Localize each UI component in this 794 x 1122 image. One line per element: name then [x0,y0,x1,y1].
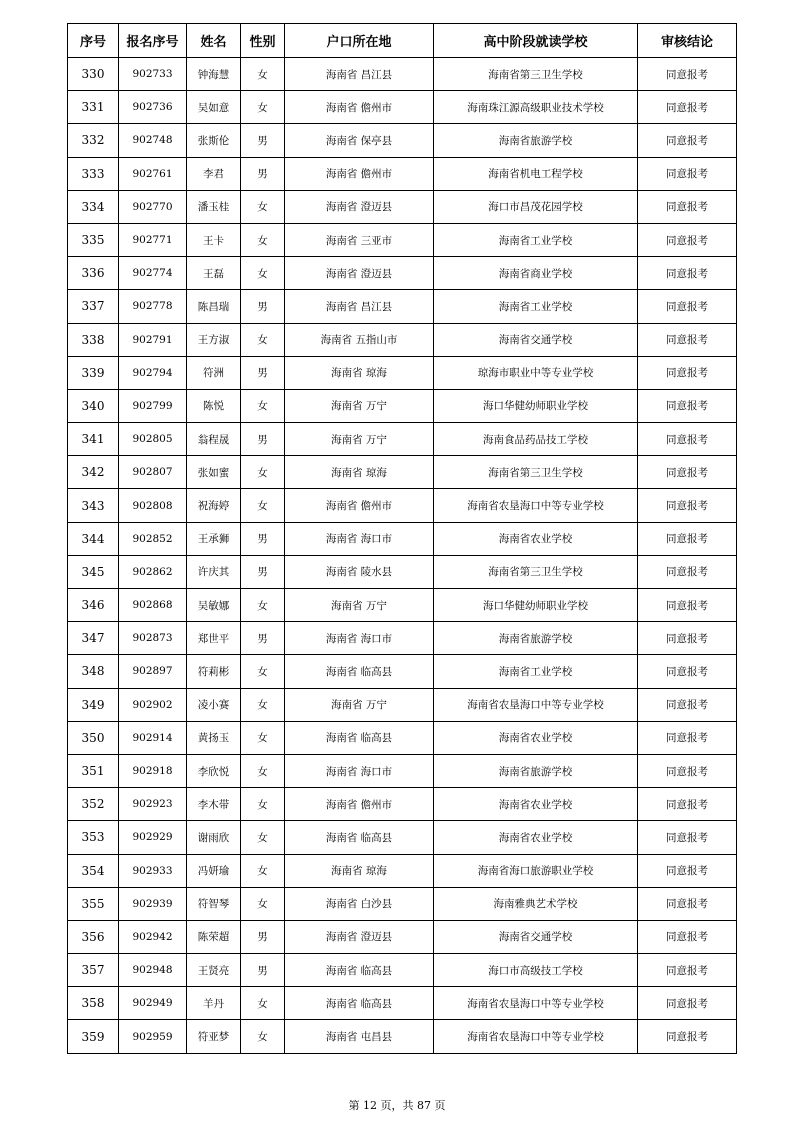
cell-name: 王磊 [187,257,241,290]
cell-name: 吴如意 [187,91,241,124]
cell-household-location: 海南省 琼海 [285,456,434,489]
cell-name: 王承狮 [187,522,241,555]
cell-review-result: 同意报考 [638,920,737,953]
table-row [68,522,737,555]
cell-registration-number: 902862 [119,555,187,588]
cell-name: 符洲 [187,356,241,389]
cell-household-location: 海南省 澄迈县 [285,257,434,290]
cell-index: 348 [68,655,119,688]
cell-name: 潘玉桂 [187,190,241,223]
cell-household-location: 海南省 陵水县 [285,555,434,588]
table-row [68,788,737,821]
cell-review-result: 同意报考 [638,555,737,588]
cell-name: 王卡 [187,223,241,256]
cell-registration-number: 902948 [119,954,187,987]
cell-index: 335 [68,223,119,256]
cell-school: 海口华健幼师职业学校 [434,589,638,622]
table-row [68,157,737,190]
table-row [68,91,737,124]
cell-school: 海南省商业学校 [434,257,638,290]
table-row [68,589,737,622]
cell-name: 符亚梦 [187,1020,241,1053]
cell-name: 翁程晟 [187,423,241,456]
cell-index: 358 [68,987,119,1020]
cell-gender: 男 [241,954,285,987]
cell-gender: 女 [241,1020,285,1053]
cell-index: 332 [68,124,119,157]
table-row [68,555,737,588]
cell-review-result: 同意报考 [638,821,737,854]
cell-gender: 女 [241,58,285,91]
header-registration-number: 报名序号 [119,24,187,58]
cell-school: 海南省农垦海口中等专业学校 [434,987,638,1020]
table-row [68,1020,737,1053]
cell-name: 冯妍瑜 [187,854,241,887]
cell-registration-number: 902774 [119,257,187,290]
cell-review-result: 同意报考 [638,124,737,157]
cell-household-location: 海南省 琼海 [285,854,434,887]
cell-index: 334 [68,190,119,223]
cell-review-result: 同意报考 [638,854,737,887]
cell-school: 海南省农垦海口中等专业学校 [434,489,638,522]
cell-registration-number: 902897 [119,655,187,688]
cell-registration-number: 902748 [119,124,187,157]
cell-review-result: 同意报考 [638,1020,737,1053]
cell-registration-number: 902805 [119,423,187,456]
cell-household-location: 海南省 三亚市 [285,223,434,256]
cell-registration-number: 902778 [119,290,187,323]
cell-name: 陈悦 [187,389,241,422]
cell-name: 王贤亮 [187,954,241,987]
cell-gender: 女 [241,389,285,422]
cell-school: 海南省农业学校 [434,522,638,555]
cell-review-result: 同意报考 [638,489,737,522]
cell-index: 354 [68,854,119,887]
cell-registration-number: 902933 [119,854,187,887]
page-number: 第 12 页，共 87 页 [348,1099,446,1112]
cell-index: 357 [68,954,119,987]
cell-gender: 女 [241,754,285,787]
cell-gender: 女 [241,589,285,622]
cell-household-location: 海南省 海口市 [285,522,434,555]
cell-name: 张如蜜 [187,456,241,489]
cell-gender: 男 [241,555,285,588]
cell-gender: 女 [241,887,285,920]
table-row [68,854,737,887]
cell-index: 346 [68,589,119,622]
cell-name: 羊丹 [187,987,241,1020]
cell-gender: 男 [241,920,285,953]
cell-review-result: 同意报考 [638,456,737,489]
cell-review-result: 同意报考 [638,754,737,787]
table-row [68,920,737,953]
cell-name: 张斯伦 [187,124,241,157]
cell-name: 谢雨欣 [187,821,241,854]
cell-gender: 女 [241,721,285,754]
cell-index: 341 [68,423,119,456]
cell-school: 海南省工业学校 [434,290,638,323]
cell-registration-number: 902807 [119,456,187,489]
cell-school: 海南省农垦海口中等专业学校 [434,1020,638,1053]
cell-school: 海南省农业学校 [434,721,638,754]
cell-index: 352 [68,788,119,821]
cell-household-location: 海南省 海口市 [285,754,434,787]
cell-name: 郑世平 [187,622,241,655]
cell-index: 338 [68,323,119,356]
cell-index: 351 [68,754,119,787]
cell-gender: 女 [241,489,285,522]
cell-household-location: 海南省 昌江县 [285,58,434,91]
cell-household-location: 海南省 澄迈县 [285,920,434,953]
cell-registration-number: 902736 [119,91,187,124]
cell-review-result: 同意报考 [638,622,737,655]
table-row [68,323,737,356]
cell-gender: 女 [241,190,285,223]
cell-registration-number: 902873 [119,622,187,655]
cell-index: 337 [68,290,119,323]
cell-review-result: 同意报考 [638,721,737,754]
cell-registration-number: 902791 [119,323,187,356]
cell-registration-number: 902852 [119,522,187,555]
cell-household-location: 海南省 琼海 [285,356,434,389]
table-header-row [68,24,737,58]
cell-registration-number: 902733 [119,58,187,91]
cell-review-result: 同意报考 [638,423,737,456]
cell-registration-number: 902808 [119,489,187,522]
table-row [68,721,737,754]
cell-gender: 男 [241,157,285,190]
cell-school: 海南省第三卫生学校 [434,555,638,588]
cell-school: 海南省农业学校 [434,788,638,821]
table-row [68,987,737,1020]
cell-review-result: 同意报考 [638,91,737,124]
cell-gender: 女 [241,987,285,1020]
cell-name: 祝海婷 [187,489,241,522]
cell-gender: 女 [241,854,285,887]
cell-household-location: 海南省 五指山市 [285,323,434,356]
header-index: 序号 [68,24,119,58]
cell-household-location: 海南省 儋州市 [285,157,434,190]
cell-name: 凌小赛 [187,688,241,721]
cell-index: 345 [68,555,119,588]
cell-household-location: 海南省 临高县 [285,655,434,688]
table-row [68,423,737,456]
cell-index: 331 [68,91,119,124]
cell-review-result: 同意报考 [638,655,737,688]
cell-household-location: 海南省 儋州市 [285,788,434,821]
table-row [68,489,737,522]
table-body [68,58,737,1054]
table-row [68,356,737,389]
cell-name: 钟海慧 [187,58,241,91]
cell-review-result: 同意报考 [638,323,737,356]
cell-review-result: 同意报考 [638,356,737,389]
cell-household-location: 海南省 临高县 [285,987,434,1020]
table-row [68,887,737,920]
table-row [68,190,737,223]
cell-household-location: 海南省 万宁 [285,688,434,721]
cell-household-location: 海南省 澄迈县 [285,190,434,223]
cell-household-location: 海南省 万宁 [285,589,434,622]
cell-review-result: 同意报考 [638,257,737,290]
cell-household-location: 海南省 临高县 [285,954,434,987]
cell-review-result: 同意报考 [638,589,737,622]
cell-gender: 女 [241,688,285,721]
cell-index: 356 [68,920,119,953]
cell-name: 李欣悦 [187,754,241,787]
cell-household-location: 海南省 儋州市 [285,489,434,522]
table-row [68,257,737,290]
cell-household-location: 海南省 海口市 [285,622,434,655]
cell-review-result: 同意报考 [638,157,737,190]
cell-registration-number: 902799 [119,389,187,422]
cell-gender: 女 [241,323,285,356]
table-row [68,754,737,787]
cell-review-result: 同意报考 [638,954,737,987]
cell-registration-number: 902923 [119,788,187,821]
cell-review-result: 同意报考 [638,389,737,422]
cell-school: 海南省第三卫生学校 [434,58,638,91]
cell-name: 王方淑 [187,323,241,356]
cell-index: 330 [68,58,119,91]
table-row [68,821,737,854]
cell-school: 海南食品药品技工学校 [434,423,638,456]
cell-name: 陈昌瑞 [187,290,241,323]
table-row [68,58,737,91]
cell-index: 359 [68,1020,119,1053]
cell-gender: 男 [241,356,285,389]
header-review-result: 审核结论 [638,24,737,58]
cell-school: 海口市高级技工学校 [434,954,638,987]
cell-review-result: 同意报考 [638,223,737,256]
cell-gender: 女 [241,223,285,256]
cell-school: 海南珠江源高级职业技术学校 [434,91,638,124]
header-school: 高中阶段就读学校 [434,24,638,58]
cell-index: 344 [68,522,119,555]
cell-name: 许庆其 [187,555,241,588]
cell-school: 海南省工业学校 [434,655,638,688]
cell-index: 343 [68,489,119,522]
cell-school: 海口华健幼师职业学校 [434,389,638,422]
cell-household-location: 海南省 临高县 [285,821,434,854]
cell-review-result: 同意报考 [638,788,737,821]
cell-index: 336 [68,257,119,290]
cell-school: 海南省农业学校 [434,821,638,854]
cell-household-location: 海南省 昌江县 [285,290,434,323]
cell-gender: 男 [241,423,285,456]
table-row [68,389,737,422]
cell-review-result: 同意报考 [638,887,737,920]
table-row [68,223,737,256]
cell-registration-number: 902771 [119,223,187,256]
cell-index: 340 [68,389,119,422]
table-row [68,290,737,323]
cell-name: 黄扬玉 [187,721,241,754]
header-name: 姓名 [187,24,241,58]
header-household-location: 户口所在地 [285,24,434,58]
cell-gender: 女 [241,91,285,124]
cell-review-result: 同意报考 [638,290,737,323]
table-row [68,688,737,721]
cell-registration-number: 902939 [119,887,187,920]
cell-school: 海南省交通学校 [434,920,638,953]
cell-gender: 女 [241,257,285,290]
cell-household-location: 海南省 万宁 [285,423,434,456]
applicant-table [67,23,737,1054]
cell-gender: 男 [241,622,285,655]
cell-school: 海南省机电工程学校 [434,157,638,190]
cell-school: 琼海市职业中等专业学校 [434,356,638,389]
table-row [68,124,737,157]
cell-registration-number: 902794 [119,356,187,389]
header-gender: 性别 [241,24,285,58]
cell-registration-number: 902929 [119,821,187,854]
cell-review-result: 同意报考 [638,190,737,223]
cell-school: 海南省农垦海口中等专业学校 [434,688,638,721]
cell-gender: 女 [241,655,285,688]
cell-index: 339 [68,356,119,389]
cell-registration-number: 902949 [119,987,187,1020]
cell-name: 符智琴 [187,887,241,920]
cell-gender: 女 [241,821,285,854]
cell-name: 李君 [187,157,241,190]
cell-household-location: 海南省 临高县 [285,721,434,754]
cell-review-result: 同意报考 [638,987,737,1020]
cell-name: 符莉彬 [187,655,241,688]
cell-review-result: 同意报考 [638,58,737,91]
cell-school: 海南省第三卫生学校 [434,456,638,489]
table-row [68,655,737,688]
cell-review-result: 同意报考 [638,688,737,721]
cell-school: 海南雅典艺术学校 [434,887,638,920]
cell-school: 海南省海口旅游职业学校 [434,854,638,887]
cell-school: 海南省旅游学校 [434,754,638,787]
cell-index: 355 [68,887,119,920]
cell-registration-number: 902868 [119,589,187,622]
cell-gender: 男 [241,124,285,157]
cell-school: 海南省旅游学校 [434,622,638,655]
cell-school: 海南省工业学校 [434,223,638,256]
cell-registration-number: 902761 [119,157,187,190]
cell-school: 海口市昌茂花园学校 [434,190,638,223]
cell-index: 350 [68,721,119,754]
cell-household-location: 海南省 白沙县 [285,887,434,920]
table-row [68,456,737,489]
cell-name: 李木带 [187,788,241,821]
cell-registration-number: 902902 [119,688,187,721]
cell-name: 吴敏娜 [187,589,241,622]
cell-household-location: 海南省 万宁 [285,389,434,422]
cell-review-result: 同意报考 [638,522,737,555]
table-row [68,954,737,987]
cell-index: 333 [68,157,119,190]
cell-registration-number: 902918 [119,754,187,787]
table-row [68,622,737,655]
cell-registration-number: 902770 [119,190,187,223]
cell-index: 342 [68,456,119,489]
cell-registration-number: 902914 [119,721,187,754]
cell-school: 海南省旅游学校 [434,124,638,157]
cell-registration-number: 902959 [119,1020,187,1053]
cell-school: 海南省交通学校 [434,323,638,356]
cell-gender: 男 [241,522,285,555]
cell-household-location: 海南省 儋州市 [285,91,434,124]
cell-household-location: 海南省 保亭县 [285,124,434,157]
cell-household-location: 海南省 屯昌县 [285,1020,434,1053]
cell-registration-number: 902942 [119,920,187,953]
cell-index: 349 [68,688,119,721]
cell-gender: 女 [241,456,285,489]
cell-gender: 男 [241,290,285,323]
cell-index: 353 [68,821,119,854]
cell-name: 陈荣超 [187,920,241,953]
cell-gender: 女 [241,788,285,821]
cell-index: 347 [68,622,119,655]
